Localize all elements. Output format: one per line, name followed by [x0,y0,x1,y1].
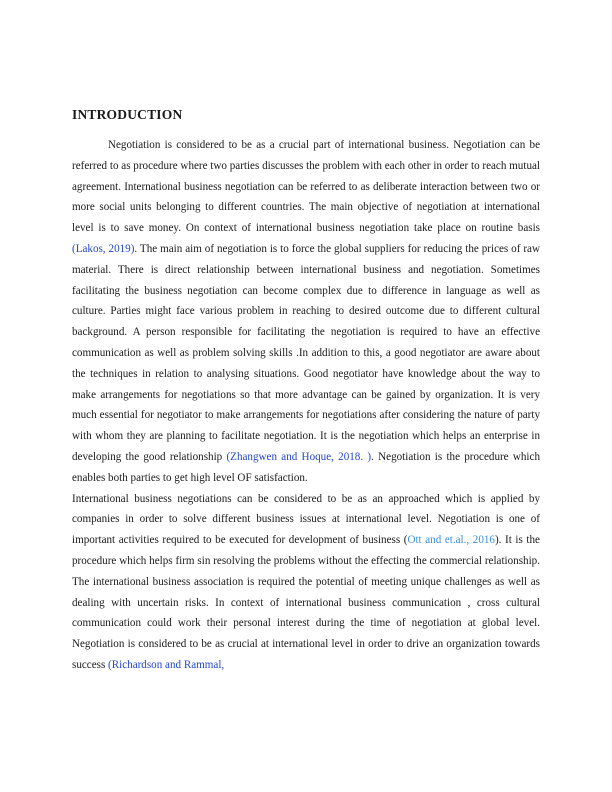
paragraph-1-text-b: . The main aim of negotiation is to force the global suppliers for reducing the prices of raw material. There is direct relationship between international business and negotiation. Sometimes facilitating the business negotiation can become complex due to difference in language as well as culture. Parties might face various problem in reaching to desired outcome due to different cultural background. A person responsible for facilitating the negotiation is required to have an effective communication as well as problem solving skills .In addition to this, a good negotiator are aware about the techniques in relation to analysing situations. Good negotiator have knowledge about the way to make arrangements for negotiations so that more advantage can be gained by organization. It is very much essential for negotiator to make arrangements for negotiations after considering the nature of party with whom they are planning to facilitate negotiation. It is the negotiation which helps an enterprise in developing the good relationship [72,242,540,463]
citation-lakos-2019: (Lakos, 2019) [72,242,135,255]
paragraph-1-text-a: Negotiation is considered to be as a crucial part of international business. Negotiation can be referred to as procedure where two parties discusses the problem with each other in order to reach mutual agreement. International business negotiation can be referred to as deliberate interaction between two or more social units belonging to different countries. The main objective of negotiation at international level is to save money. On context of international business negotiation take place on routine basis [72,139,540,235]
paragraph-2 [72,489,540,676]
citation-richardson-rammal: (Richardson and Rammal, [108,658,225,671]
paragraph-1 [72,135,540,489]
document-body [72,135,540,676]
paragraph-1-text-c: . Negotiation is the procedure which enables both parties to get high level OF satisfaction. [72,450,540,484]
citation-zhangwen-hoque-2018: (Zhangwen and Hoque, 2018. ) [226,450,372,463]
section-heading: INTRODUCTION [72,107,183,122]
citation-ott-2016: Ott and et.al., 2016 [407,534,495,547]
paragraph-2-text-b: ). It is the procedure which helps firm sin resolving the problems without the effecting the commercial relationship. The international business association is required the potential of meeting unique challenges as well as dealing with uncertain risks. In context of international business communication , cross cultural communication could work their personal interest during the time of negotiation at global level. Negotiation is considered to be as crucial at international level in order to drive an organization towards success [72,534,540,671]
paragraph-2-text-a: International business negotiations can be considered to be as an approached which is applied by companies in order to solve different business issues at international level. Negotiation is one of important activities required to be executed for development of business ( [72,492,540,547]
